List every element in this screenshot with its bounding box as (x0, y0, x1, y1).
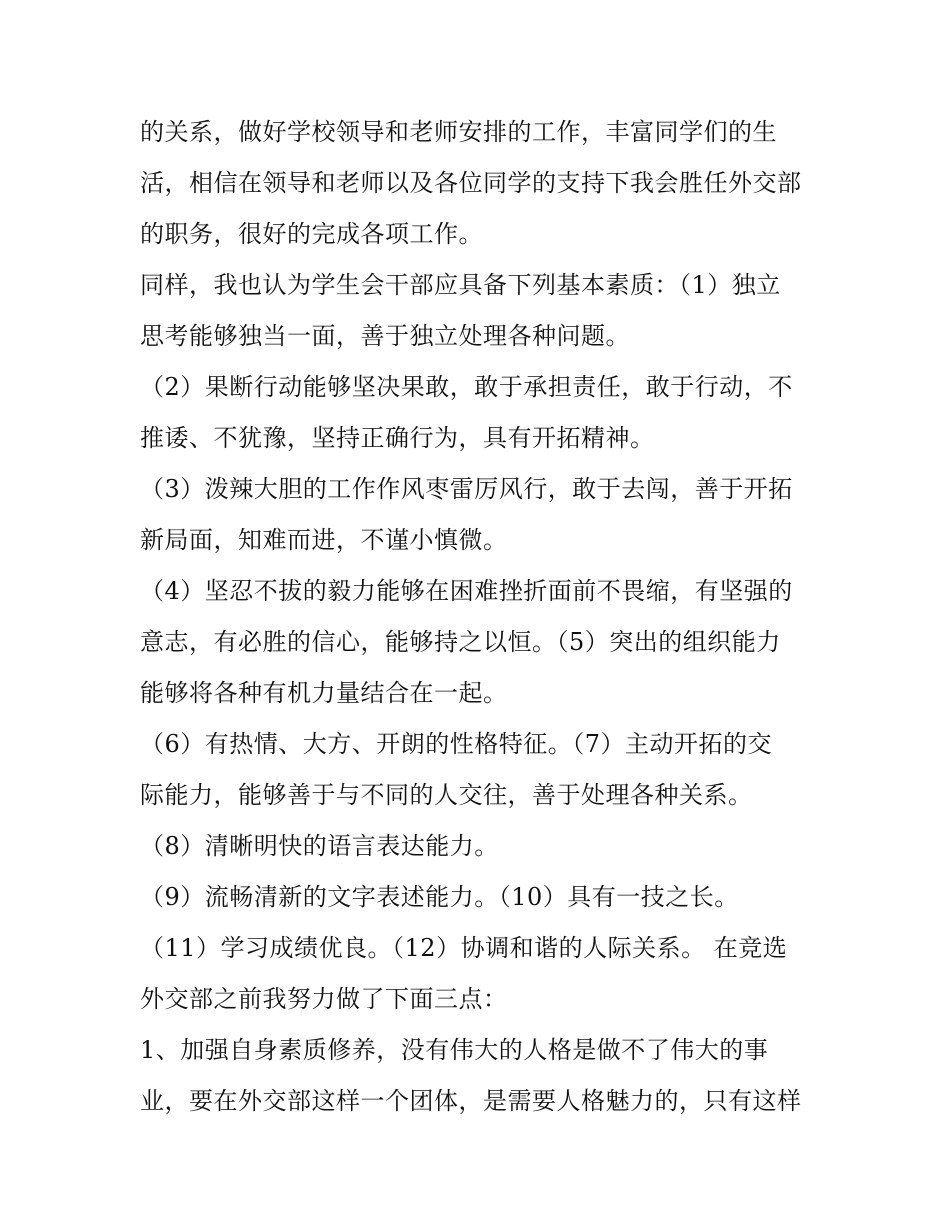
text-line: 意志，有必胜的信心，能够持之以恒。（5）突出的组织能力 (140, 628, 781, 656)
text-line: 推诿、不犹豫，坚持正确行为，具有开拓精神。 (140, 424, 655, 452)
text-line: 同样，我也认为学生会干部应具备下列基本素质：（1）独立 (140, 271, 781, 299)
text-line: （2）果断行动能够坚决果敢，敢于承担责任，敢于行动，不 (140, 373, 793, 401)
text-line: （6）有热情、大方、开朗的性格特征。（7）主动开拓的交 (140, 730, 773, 758)
text-line: 外交部之前我努力做了下面三点： (140, 985, 508, 1013)
text-line: （11）学习成绩优良。（12）协调和谐的人际关系。 在竞选 (140, 934, 788, 962)
text-line: 业，要在外交部这样一个团体，是需要人格魅力的，只有这样 (140, 1087, 802, 1115)
text-line: （9）流畅清新的文字表述能力。（10）具有一技之长。 (140, 883, 739, 911)
text-line: （3）泼辣大胆的工作作风枣雷厉风行，敢于去闯，善于开拓 (140, 475, 793, 503)
text-line: 的关系，做好学校领导和老师安排的工作，丰富同学们的生 (140, 118, 777, 146)
text-line: 新局面，知难而进，不谨小慎微。 (140, 526, 508, 554)
text-line: 能够将各种有机力量结合在一起。 (140, 679, 508, 707)
text-line: （4）坚忍不拔的毅力能够在困难挫折面前不畏缩，有坚强的 (140, 577, 793, 605)
text-line: 思考能够独当一面，善于独立处理各种问题。 (140, 322, 630, 350)
text-line: 际能力，能够善于与不同的人交往，善于处理各种关系。 (140, 781, 753, 809)
text-line: 活，相信在领导和老师以及各位同学的支持下我会胜任外交部 (140, 169, 802, 197)
text-line: 1、加强自身素质修养，没有伟大的人格是做不了伟大的事 (140, 1036, 769, 1064)
text-line: （8）清晰明快的语言表达能力。 (140, 832, 499, 860)
body-text (140, 107, 830, 1127)
text-line: 的职务，很好的完成各项工作。 (140, 220, 483, 248)
